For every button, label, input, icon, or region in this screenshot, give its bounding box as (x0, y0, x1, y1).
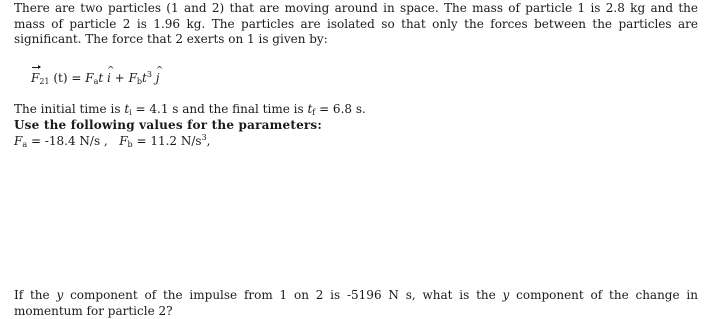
fa-value: = -18.4 N/s , (30, 134, 108, 148)
fb-value: = 11.2 N/s (136, 134, 202, 148)
question-y-symbol-1: y (56, 288, 64, 302)
unit-vector-i: i ^ (107, 69, 111, 87)
plus-sign: + (114, 71, 125, 85)
fb-tail: , (206, 134, 211, 148)
unit-vector-j: j ^ (156, 69, 160, 87)
question-part1: If the (14, 288, 50, 302)
problem-intro: There are two particles (1 and 2) that are moving around in space. The mass of particle 1 is 2.8 kg and the mass of particle 2 is 1.96 kg. The particles are isolated so that only the forces between the particles are significant. The force that 2 exerts on 1 is given by: (14, 1, 698, 46)
parameters-line (14, 134, 211, 149)
final-time-symbol: t (307, 102, 313, 116)
fa-subscript: a (22, 140, 28, 149)
initial-time-subscript: i (129, 108, 132, 117)
fb-exponent: 3 (201, 133, 207, 142)
time-variable: t (98, 71, 104, 85)
coef-a-subscript: a (93, 77, 99, 86)
time-variable-cubed: t (142, 71, 147, 85)
force-vector-symbol: F (31, 71, 40, 85)
final-time-value: = 6.8 s. (319, 102, 366, 116)
initial-time-value: = 4.1 s and the final time is (135, 102, 304, 116)
time-prefix: The initial time is (14, 102, 121, 116)
parameters-heading: Use the following values for the parameters: (14, 118, 323, 132)
question-part3: component of the change in momentum for particle 2? (14, 288, 698, 318)
question-text (14, 288, 698, 319)
coef-b-symbol: F (128, 71, 137, 85)
question-part2: component of the impulse from 1 on 2 is -5196 N s, what is the (70, 288, 496, 302)
fb-symbol: F (119, 134, 128, 148)
final-time-subscript: f (312, 108, 316, 117)
initial-time-symbol: t (124, 102, 130, 116)
force-subscript: 21 (39, 77, 50, 86)
question-y-symbol-2: y (502, 288, 510, 302)
force-formula (31, 69, 160, 87)
coef-b-subscript: b (136, 77, 143, 86)
time-interval-line (14, 102, 366, 117)
coef-a-symbol: F (85, 71, 94, 85)
fb-subscript: b (127, 140, 133, 149)
force-argument: (t) = (53, 71, 82, 85)
exponent-three: 3 (146, 70, 152, 79)
fa-symbol: F (14, 134, 23, 148)
